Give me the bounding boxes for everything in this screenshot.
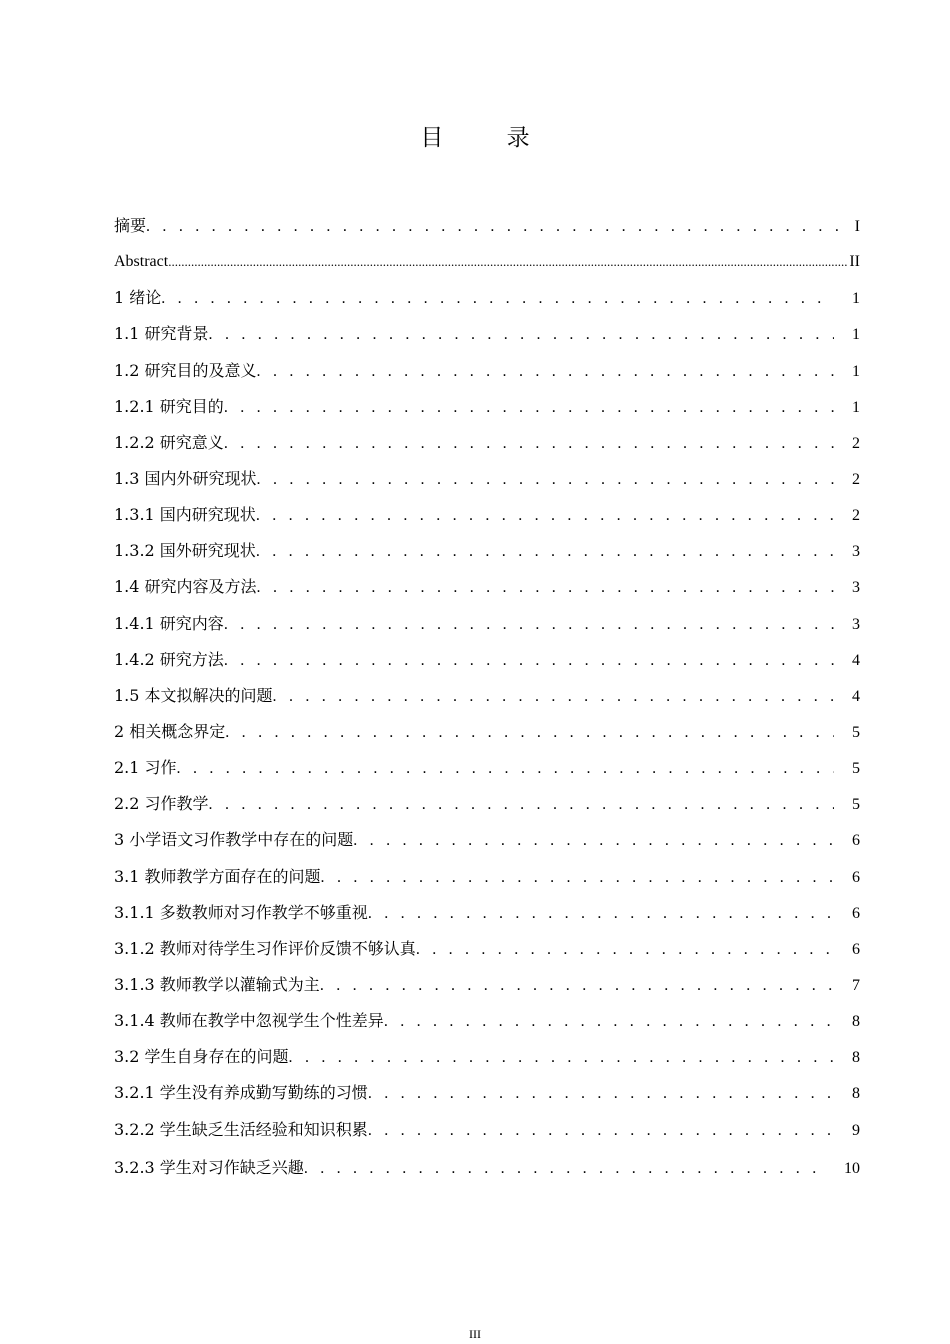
toc-entry-page: 6	[852, 832, 860, 850]
toc-entry-label: 2 相关概念界定	[114, 721, 226, 741]
toc-entry-page: 10	[844, 1159, 860, 1177]
toc-entry[interactable]	[114, 533, 860, 569]
toc-entry-label: 3.2.3 学生对习作缺乏兴趣	[114, 1157, 304, 1177]
toc-leader-dots	[289, 1040, 834, 1076]
toc-entry[interactable]	[114, 497, 860, 533]
toc-leader-dots	[256, 534, 834, 570]
toc-entry-page: 1	[852, 290, 860, 308]
toc-entry[interactable]	[114, 208, 860, 244]
toc-entry[interactable]	[114, 425, 860, 461]
toc-entry-page: 2	[852, 434, 860, 452]
toc-entry-page: 1	[852, 398, 860, 416]
toc-entry-label: 3.2.1 学生没有养成勤写勤练的习惯	[114, 1083, 368, 1103]
toc-entry[interactable]	[114, 786, 860, 822]
page-number: III	[469, 1327, 481, 1341]
toc-leader-dots	[209, 317, 834, 353]
toc-entry[interactable]	[114, 822, 860, 858]
toc-entry[interactable]	[114, 1112, 860, 1148]
toc-entry-page: 4	[852, 651, 860, 669]
toc-entry-label: 3.1.2 教师对待学生习作评价反馈不够认真	[114, 938, 416, 958]
toc-entry[interactable]	[114, 967, 860, 1003]
toc-entry[interactable]	[114, 606, 860, 642]
toc-entry-page: 5	[852, 796, 860, 814]
toc-entry-page: 2	[852, 470, 860, 488]
toc-entry[interactable]	[114, 931, 860, 967]
toc-leader-dots	[146, 209, 848, 245]
toc-entry[interactable]	[114, 244, 860, 280]
toc-leader-dots	[225, 715, 834, 751]
toc-entry-page: 8	[852, 1049, 860, 1067]
toc-entry[interactable]	[114, 750, 860, 786]
toc-entry-label: 1 绪论	[114, 288, 162, 308]
toc-leader-dots	[368, 896, 834, 932]
toc-entry-label: 1.4 研究内容及方法	[114, 577, 257, 597]
toc-entry[interactable]	[114, 1039, 860, 1075]
toc-leader-dots	[304, 1151, 828, 1187]
toc-leader-dots	[320, 968, 834, 1004]
toc-entry-page: 3	[852, 579, 860, 597]
toc-entry-label: 1.2 研究目的及意义	[114, 360, 257, 380]
toc-entry-label: 1.5 本文拟解决的问题	[114, 685, 273, 705]
toc-leader-dots	[257, 462, 834, 498]
toc-entry[interactable]	[114, 895, 860, 931]
toc-entry-label: 3.2 学生自身存在的问题	[114, 1047, 289, 1067]
toc-entry-page: I	[854, 218, 860, 235]
toc-entry-label: 摘要	[114, 216, 147, 235]
toc-entry-page: 3	[852, 543, 860, 561]
toc-entry[interactable]	[114, 1003, 860, 1039]
toc-leader-dots	[224, 607, 834, 643]
toc-leader-dots	[177, 751, 834, 787]
toc-leader-dots	[224, 390, 834, 426]
toc-leader-dots	[161, 281, 834, 317]
toc-leader-dots	[384, 1004, 834, 1040]
toc-entry-label: 1.2.2 研究意义	[114, 432, 224, 452]
toc-leader-dots	[224, 426, 834, 462]
toc-entry-label: 2.2 习作教学	[114, 794, 209, 814]
toc-entry-label: 1.3.1 国内研究现状	[114, 505, 256, 525]
toc-entry[interactable]	[114, 678, 860, 714]
toc-entry-page: 9	[852, 1121, 860, 1139]
toc-entry-page: 1	[852, 362, 860, 380]
toc-entry-label: 1.2.1 研究目的	[114, 396, 224, 416]
toc-entry[interactable]	[114, 280, 860, 316]
toc-leader-dots	[416, 932, 834, 968]
toc-entry[interactable]	[114, 389, 860, 425]
toc-entry[interactable]	[114, 642, 860, 678]
toc-leader-dots	[368, 1113, 834, 1149]
toc-entry-label: 3.1.3 教师教学以灌输式为主	[114, 974, 320, 994]
toc-entry[interactable]	[114, 316, 860, 352]
toc-entry-page: 3	[852, 615, 860, 633]
toc-entry-label: 1.4.1 研究内容	[114, 613, 224, 633]
toc-entry-page: 1	[852, 326, 860, 344]
toc-entry-page: 5	[852, 760, 860, 778]
page-title: 目 录	[420, 125, 558, 151]
toc-leader-dots	[257, 354, 834, 390]
toc-leader-dots	[256, 498, 834, 534]
toc-leader-dots	[321, 860, 834, 896]
table-of-contents	[114, 208, 860, 1186]
toc-leader-dots	[257, 570, 834, 606]
toc-entry-label: 1.4.2 研究方法	[114, 649, 224, 669]
toc-entry-page: 6	[852, 940, 860, 958]
toc-entry-label: 3.1.4 教师在教学中忽视学生个性差异	[114, 1011, 384, 1031]
toc-entry-page: 7	[852, 976, 860, 994]
toc-entry-label: 3.2.2 学生缺乏生活经验和知识积累	[114, 1119, 368, 1139]
toc-entry[interactable]	[114, 353, 860, 389]
toc-entry-label: 1.3 国内外研究现状	[114, 468, 257, 488]
toc-entry-page: 8	[852, 1085, 860, 1103]
toc-entry-label: 3.1 教师教学方面存在的问题	[114, 866, 321, 886]
toc-leader-dots	[353, 823, 834, 859]
toc-leader-dots	[209, 787, 834, 823]
toc-leader-dots	[224, 643, 834, 679]
toc-entry-page: 5	[852, 723, 860, 741]
toc-entry-label: 1.1 研究背景	[114, 324, 209, 344]
toc-entry[interactable]	[114, 461, 860, 497]
toc-entry-page: 6	[852, 904, 860, 922]
toc-entry-label: 3.1.1 多数教师对习作教学不够重视	[114, 902, 368, 922]
toc-entry-page: 6	[852, 868, 860, 886]
toc-leader-dots	[368, 1076, 834, 1112]
toc-entry[interactable]	[114, 569, 860, 605]
toc-entry-label: 2.1 习作	[114, 758, 177, 778]
toc-entry-page: 2	[852, 507, 860, 525]
toc-entry[interactable]	[114, 1075, 860, 1111]
toc-entry-page: 8	[852, 1013, 860, 1031]
toc-entry-label: Abstract	[114, 253, 169, 271]
toc-entry-label: 1.3.2 国外研究现状	[114, 541, 256, 561]
toc-entry[interactable]	[114, 1150, 860, 1186]
toc-entry-page: 4	[852, 687, 860, 705]
toc-entry-label: 3 小学语文习作教学中存在的问题	[114, 830, 354, 850]
toc-entry-page: II	[849, 253, 860, 271]
toc-entry[interactable]	[114, 714, 860, 750]
toc-entry[interactable]	[114, 859, 860, 895]
toc-leader-dots	[273, 679, 834, 715]
toc-leader-dots	[168, 244, 847, 280]
